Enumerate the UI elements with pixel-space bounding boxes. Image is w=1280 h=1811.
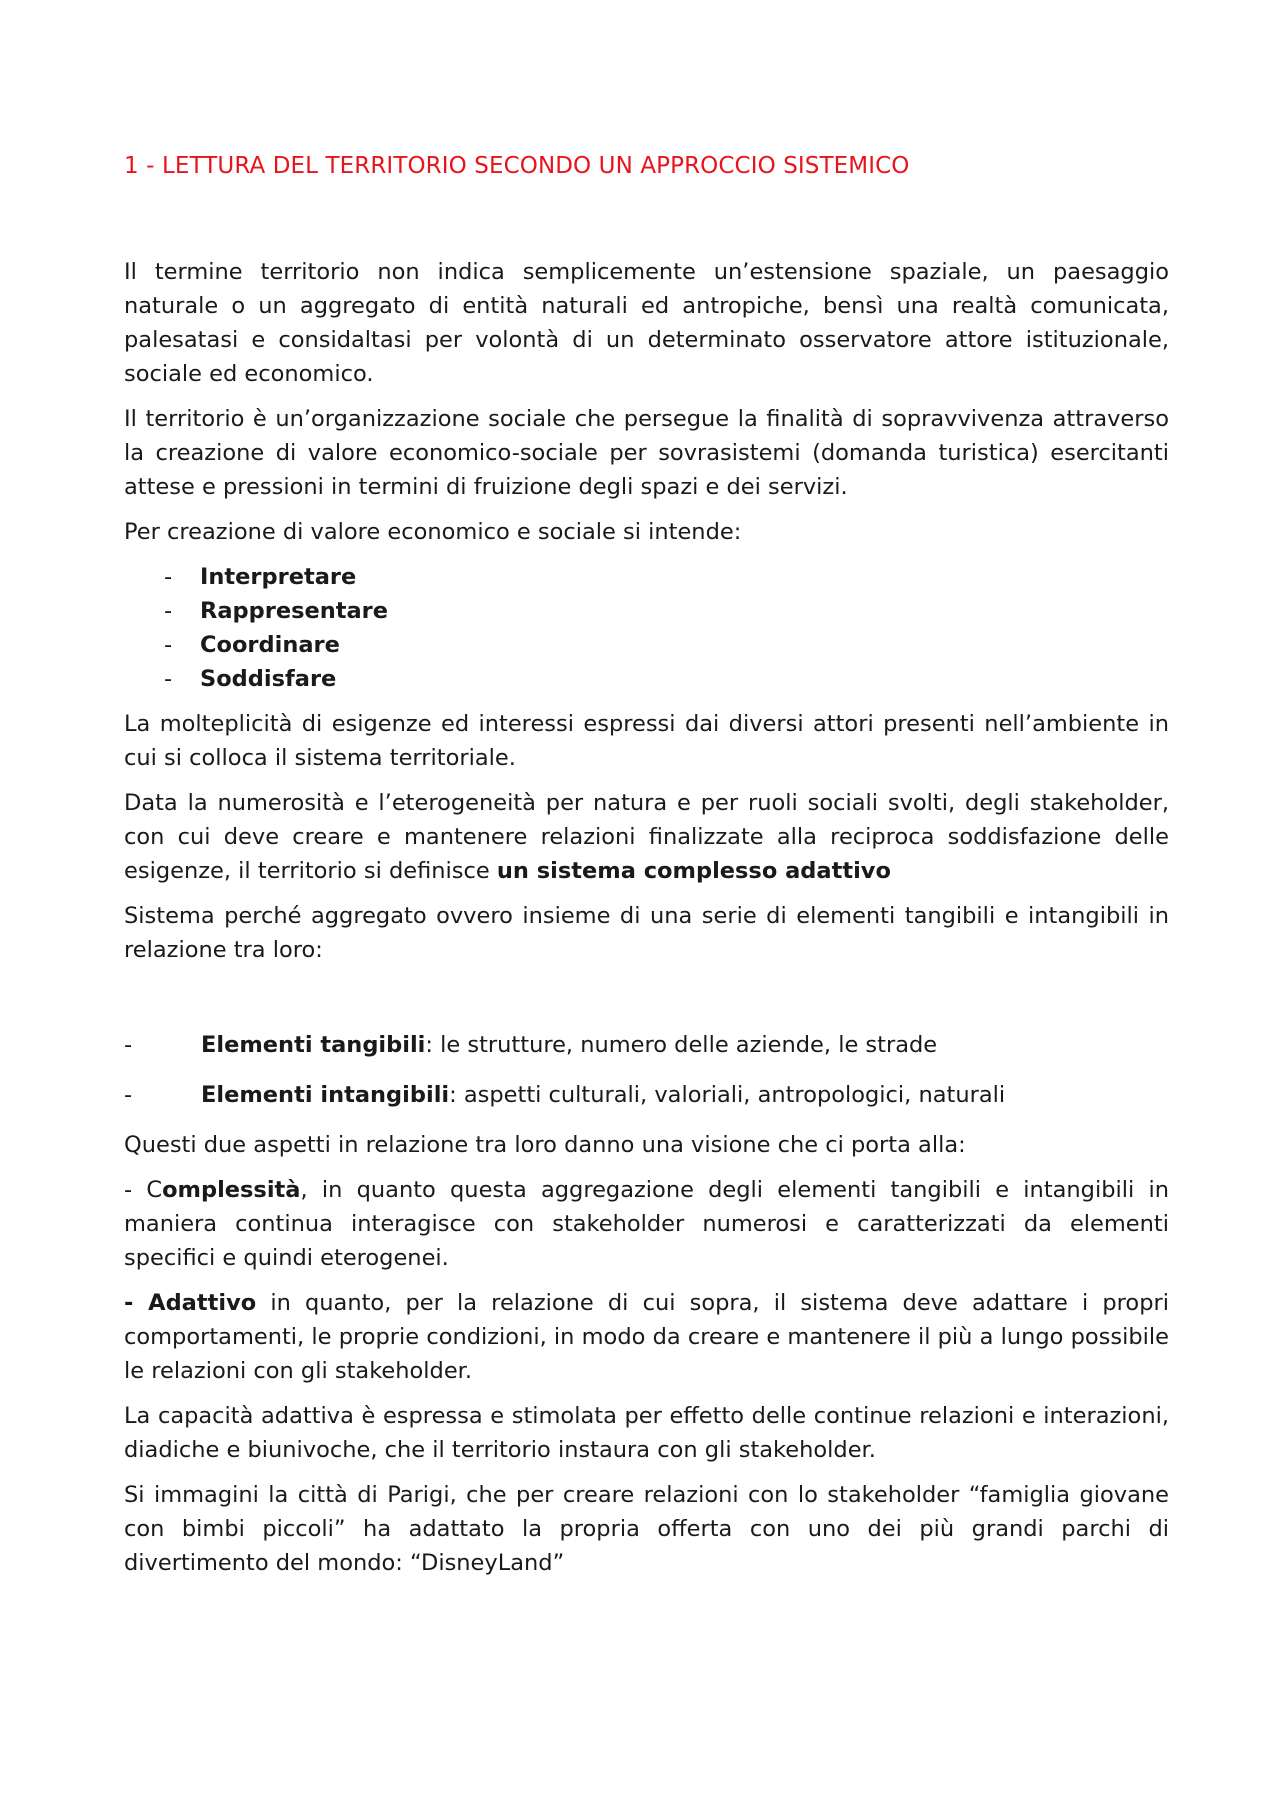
paragraph-numerosita [124,786,1169,888]
paragraph-territorio-definition: Il termine territorio non indica semplicemente un’estensione spaziale, un paesaggio naturale o un aggregato di entità naturali ed antropiche, bensì una realtà comunicata, palesatasi e considaltasi per volontà di un determinato osservatore attore istituzionale, sociale ed economico. [124,259,1169,387]
list-dash: - [164,598,173,624]
paragraph-organizzazione-sociale: Il territorio è un’organizzazione sociale che persegue la finalità di sopravvivenza attraverso la creazione di valore economico-sociale per sovrasistemi (domanda turistica) esercitanti attese e pressioni in termini di fruizione degli spazi e dei servizi. [124,406,1169,500]
paragraph-text: , in quanto questa aggregazione degli elementi tangibili e intangibili in maniera continua interagisce con stakeholder numerosi e caratterizzati da elementi specifici e quindi eterogenei. [124,1177,1169,1271]
list-dash: - [164,632,173,658]
paragraph-complessita [124,1173,1169,1275]
list-item-text: : le strutture, numero delle aziende, le strade [425,1032,938,1058]
list-item-label: Rappresentare [200,598,389,624]
list-item [124,662,1169,696]
list-dash: - [124,1032,133,1058]
bold-term: omplessità [162,1177,301,1203]
bold-definition: un sistema complesso adattivo [496,858,891,884]
list-item-label: Elementi tangibili [201,1032,426,1058]
paragraph-text: Data la numerosità e l’eterogeneità per natura e per ruoli sociali svolti, degli stakeholder, con cui deve creare e mantenere relazioni finalizzate alla reciproca soddisfazione delle esigenze, il territorio si definisce [124,790,1169,884]
list-item-label: Coordinare [200,632,340,658]
list-item-intangibili [124,1078,1169,1112]
list-item [124,628,1169,662]
list-item-content [201,1028,937,1062]
list-item-label: Elementi intangibili [201,1082,450,1108]
list-item-tangibili [124,1028,1169,1062]
list-item-text: : aspetti culturali, valoriali, antropologici, naturali [449,1082,1006,1108]
paragraph-text: in quanto, per la relazione di cui sopra, il sistema deve adattare i propri comportamenti, le proprie condizioni, in modo da creare e mantenere il più a lungo possibile le relazioni con gli stakeholder. [124,1290,1169,1384]
paragraph-capacita-adattiva: La capacità adattiva è espressa e stimolata per effetto delle continue relazioni e interazioni, diadiche e biunivoche, che il territorio instaura con gli stakeholder. [124,1403,1169,1463]
paragraph-adattivo [124,1286,1169,1388]
list-item-label: Soddisfare [200,666,337,692]
paragraph-parigi-example: Si immagini la città di Parigi, che per creare relazioni con lo stakeholder “famiglia giovane con bimbi piccoli” ha adattato la propria offerta con uno dei più grandi parchi di divertimento del mondo: “DisneyLand” [124,1482,1169,1576]
list-item-content [201,1078,1005,1112]
paragraph-due-aspetti: Questi due aspetti in relazione tra loro danno una visione che ci porta alla: [124,1132,966,1158]
prefix-text: - C [124,1177,163,1203]
paragraph-molteplicita: La molteplicità di esigenze ed interessi espressi dai diversi attori presenti nell’ambiente in cui si colloca il sistema territoriale. [124,711,1169,771]
section-heading: 1 - LETTURA DEL TERRITORIO SECONDO UN APPROCCIO SISTEMICO [124,153,910,179]
bold-term: - Adattivo [124,1290,257,1316]
value-creation-list [124,560,1169,696]
list-dash: - [124,1082,133,1108]
list-dash: - [164,666,173,692]
list-item-label: Interpretare [200,564,357,590]
list-dash: - [164,564,173,590]
spacer [124,978,1169,1028]
list-item [124,560,1169,594]
paragraph-sistema: Sistema perché aggregato ovvero insieme di una serie di elementi tangibili e intangibili in relazione tra loro: [124,903,1169,963]
document-body [124,255,1169,1591]
list-item [124,594,1169,628]
paragraph-creazione-valore: Per creazione di valore economico e sociale si intende: [124,519,742,545]
